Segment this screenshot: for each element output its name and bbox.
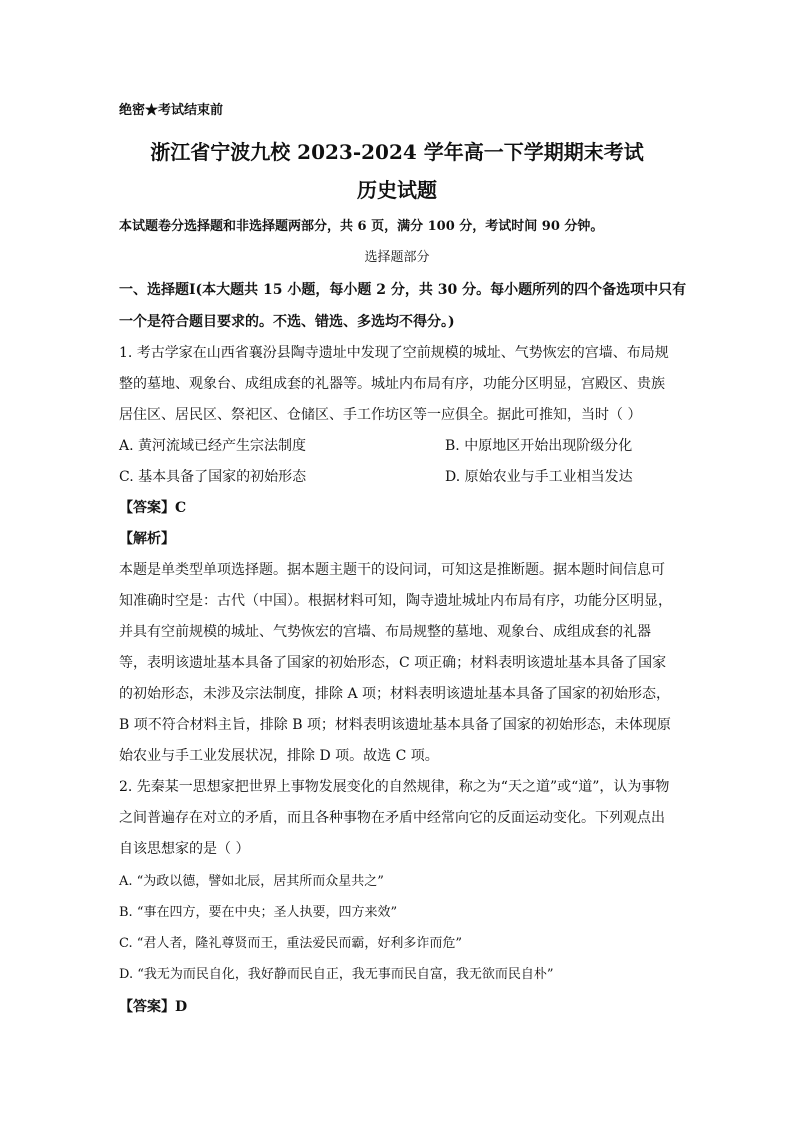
- q1-answer: 【答案】C: [119, 500, 187, 516]
- q1-analysis-line: 知准确时空是：古代（中国）。根据材料可知，陶寺遗址城址内布局有序，功能分区明显，: [119, 593, 672, 609]
- q1-option-b: B. 中原地区开始出现阶级分化: [445, 438, 633, 454]
- section-heading-line1: 一、选择题Ⅰ(本大题共 15 小题，每小题 2 分，共 30 分。每小题所列的四个备选项中只有: [119, 282, 687, 298]
- q1-stem-line1: 1. 考古学家在山西省襄汾县陶寺遗址中发现了空前规模的城址、气势恢宏的宫墙、布局规: [119, 345, 669, 361]
- section-heading-line2: 一个是符合题目要求的。不选、错选、多选均不得分。): [119, 314, 455, 330]
- q2-option-c: C. “君人者，隆礼尊贤而王，重法爱民而霸，好利多诈而危”: [119, 936, 463, 951]
- q1-option-a: A. 黄河流域已经产生宗法制度: [119, 438, 307, 454]
- q2-answer: 【答案】D: [119, 999, 188, 1015]
- q1-analysis-line: 本题是单类型单项选择题。据本题主题干的设问词，可知这是推断题。据本题时间信息可: [119, 562, 665, 578]
- subject-title: 历史试题: [357, 178, 437, 202]
- q2-stem-line2: 之间普遍存在对立的矛盾，而且各种事物在矛盾中经常向它的反面运动变化。下列观点出: [119, 810, 665, 826]
- q1-option-c: C. 基本具备了国家的初始形态: [119, 469, 307, 485]
- q1-analysis-line: 等，表明该遗址基本具备了国家的初始形态，C 项正确；材料表明该遗址基本具备了国家: [119, 655, 667, 671]
- q2-option-a: A. “为政以德，譬如北辰，居其所而众星共之”: [119, 874, 384, 889]
- q1-analysis-line: B 项不符合材料主旨，排除 B 项；材料表明该遗址基本具备了国家的初始形态，未体现原: [119, 717, 671, 733]
- q1-analysis-label: 【解析】: [119, 531, 175, 547]
- q1-analysis-line: 始农业与手工业发展状况，排除 D 项。故选 C 项。: [119, 748, 439, 764]
- q2-stem-line1: 2. 先秦某一思想家把世界上事物发展变化的自然规律，称之为“天之道”或“道”，认为事物: [119, 779, 670, 795]
- q1-analysis-line: 的初始形态，未涉及宗法制度，排除 A 项；材料表明该遗址基本具备了国家的初始形态，: [119, 686, 671, 702]
- q2-option-b: B. “事在四方，要在中央；圣人执要，四方来效”: [119, 905, 398, 920]
- exam-intro: 本试题卷分选择题和非选择题两部分，共 6 页，满分 100 分，考试时间 90 分钟。: [119, 219, 604, 234]
- q1-analysis-line: 并具有空前规模的城址、气势恢宏的宫墙、布局规整的墓地、观象台、成组成套的礼器: [119, 624, 651, 640]
- q2-option-d: D. “我无为而民自化，我好静而民自正，我无事而民自富，我无欲而民自朴”: [119, 967, 554, 982]
- q1-stem-line3: 居住区、居民区、祭祀区、仓储区、手工作坊区等一应俱全。据此可推知，当时（ ）: [119, 407, 642, 423]
- q1-option-d: D. 原始农业与手工业相当发达: [445, 469, 633, 485]
- q2-stem-line3: 自该思想家的是（ ）: [119, 841, 250, 857]
- part-label: 选择题部分: [364, 250, 430, 265]
- q1-stem-line2: 整的墓地、观象台、成组成套的礼器等。城址内布局有序，功能分区明显，宫殿区、贵族: [119, 376, 665, 392]
- secret-label: 绝密★考试结束前: [119, 103, 224, 118]
- exam-title: 浙江省宁波九校 2023-2024 学年高一下学期期末考试: [150, 140, 644, 164]
